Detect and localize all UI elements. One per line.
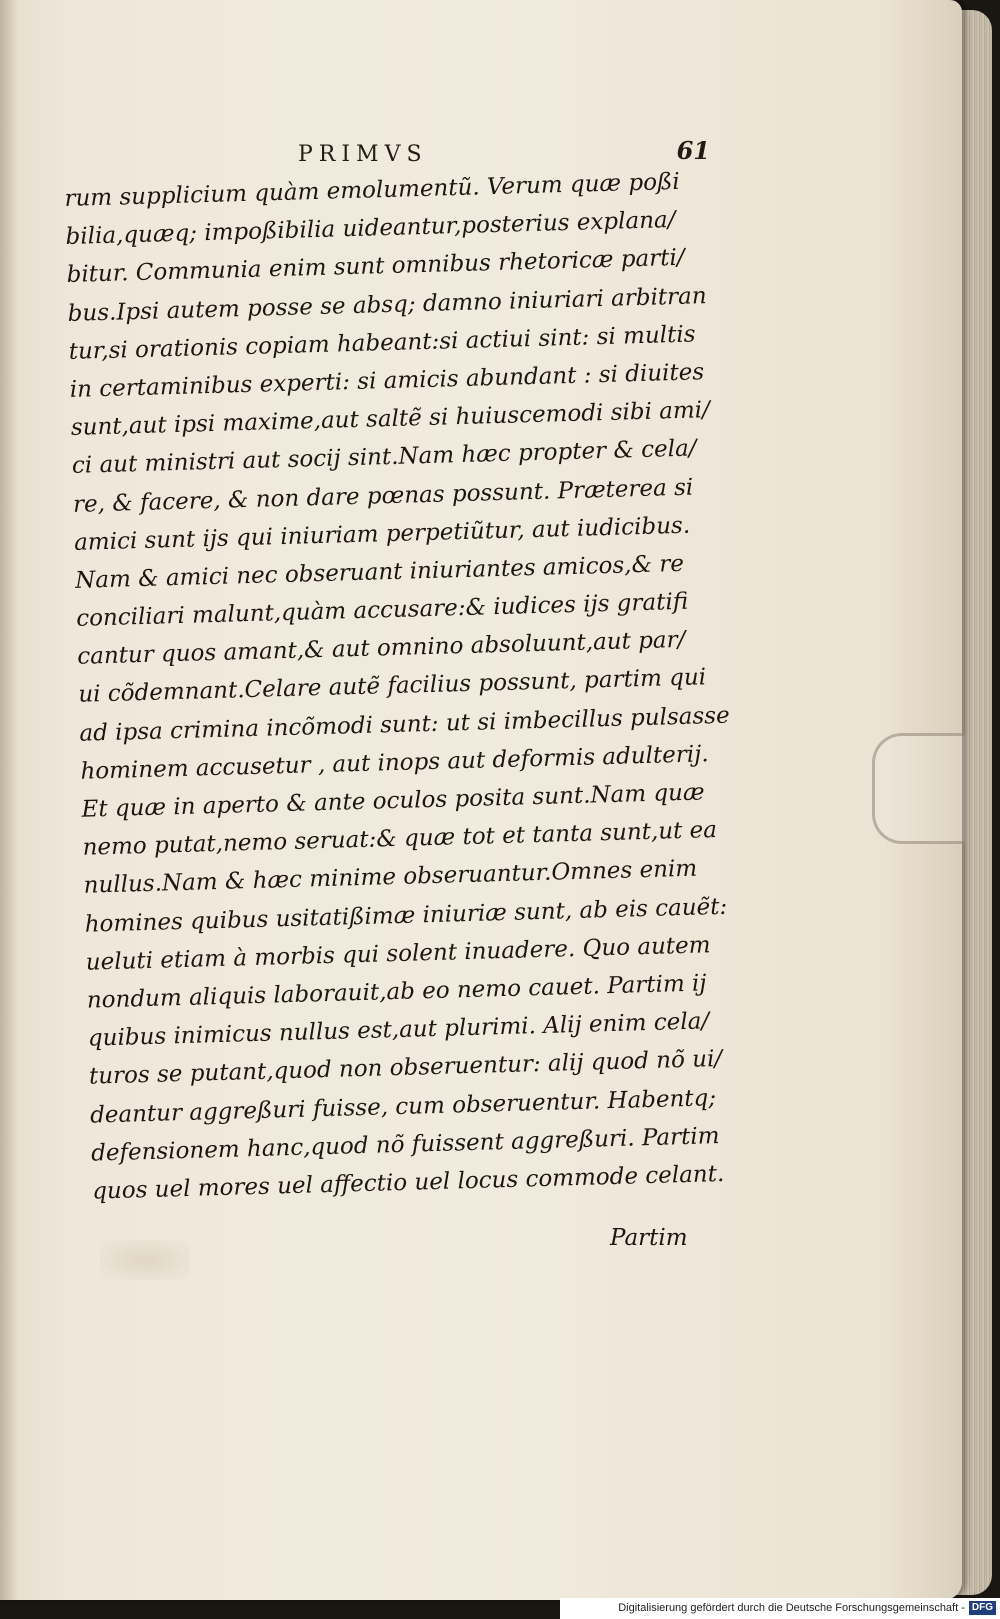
text-line: in certaminibus experti: si amicis abundant : si diuites (69, 359, 705, 403)
text-line: ueluti etiam à morbis qui solent inuadere. Quo autem (85, 932, 711, 976)
text-line: sunt,aut ipsi maxime,aut saltẽ si huiuscemodi sibi ami/ (70, 397, 711, 442)
text-line: turos se putant,quod non obseruentur: alij quod nõ ui/ (88, 1046, 723, 1090)
text-line: bus.Ipsi autem posse se absq; damno iniuriari arbitran (67, 282, 707, 327)
text-line: nemo putat,nemo seruat:& quæ tot et tanta sunt,ut ea (82, 817, 718, 861)
digitization-credit (560, 1598, 1000, 1619)
text-line: tur,si orationis copiam habeant:si actiui sint: si multis (68, 321, 696, 365)
text-line: deantur aggreßuri fuisse, cum obseruentur. Habentq; (89, 1084, 717, 1129)
text-line: Et quæ in aperto & ante oculos posita sunt.Nam quæ (81, 779, 705, 823)
running-head: PRIMVS (298, 142, 428, 167)
text-line: homines quibus usitatißimæ iniuriæ sunt, ab eis cauẽt: (84, 893, 728, 938)
body-text (64, 162, 753, 1211)
text-line: re, & facere, & non dare pœnas possunt. Præterea si (72, 474, 694, 518)
text-line: quos uel mores uel affectio uel locus commode celant. (91, 1160, 725, 1205)
page-clip (872, 733, 965, 844)
text-line: rum supplicium quàm emolumentũ. Verum quæ poßi (64, 168, 681, 212)
dfg-logo-icon: DFG (969, 1601, 996, 1615)
text-line: defensionem hanc,quod nõ fuissent aggreßuri. Partim (90, 1122, 720, 1167)
page-number: 61 (676, 136, 710, 165)
text-line: quibus inimicus nullus est,aut plurimi. Alij enim cela/ (87, 1008, 710, 1052)
text-line: ui cõdemnant.Celare autẽ facilius possunt, partim qui (78, 664, 707, 709)
text-line: conciliari malunt,quàm accusare:& iudices ijs gratifi (75, 588, 689, 632)
text-line: amici sunt ijs qui iniuriam perpetiũtur, aut iudicibus. (73, 512, 691, 556)
text-line: Nam & amici nec obseruant iniuriantes amicos,& re (74, 550, 685, 594)
text-line: ci aut ministri aut socij sint.Nam hæc propter & cela/ (71, 435, 697, 480)
catchword: Partim (610, 1225, 688, 1251)
text-line: bilia,quæq; impoßibilia uideantur,posterius explana/ (65, 207, 676, 251)
text-line: nullus.Nam & hæc minime obseruantur.Omnes enim (83, 855, 698, 900)
text-line: ad ipsa crimina incõmodi sunt: ut si imbecillus pulsasse (79, 702, 730, 747)
paper-stain (100, 1240, 190, 1280)
text-line: hominem accusetur , aut inops aut deformis adulterij. (80, 741, 709, 785)
gutter-shadow (0, 0, 18, 1600)
text-line: nondum aliquis laborauit,ab eo nemo cauet. Partim ij (86, 970, 707, 1014)
text-line: cantur quos amant,& aut omnino absoluunt,aut par/ (76, 627, 686, 671)
credit-text: Digitalisierung gefördert durch die Deutsche Forschungsgemeinschaft - (618, 1602, 965, 1614)
text-line: bitur. Communia enim sunt omnibus rhetoricæ parti/ (66, 245, 685, 289)
